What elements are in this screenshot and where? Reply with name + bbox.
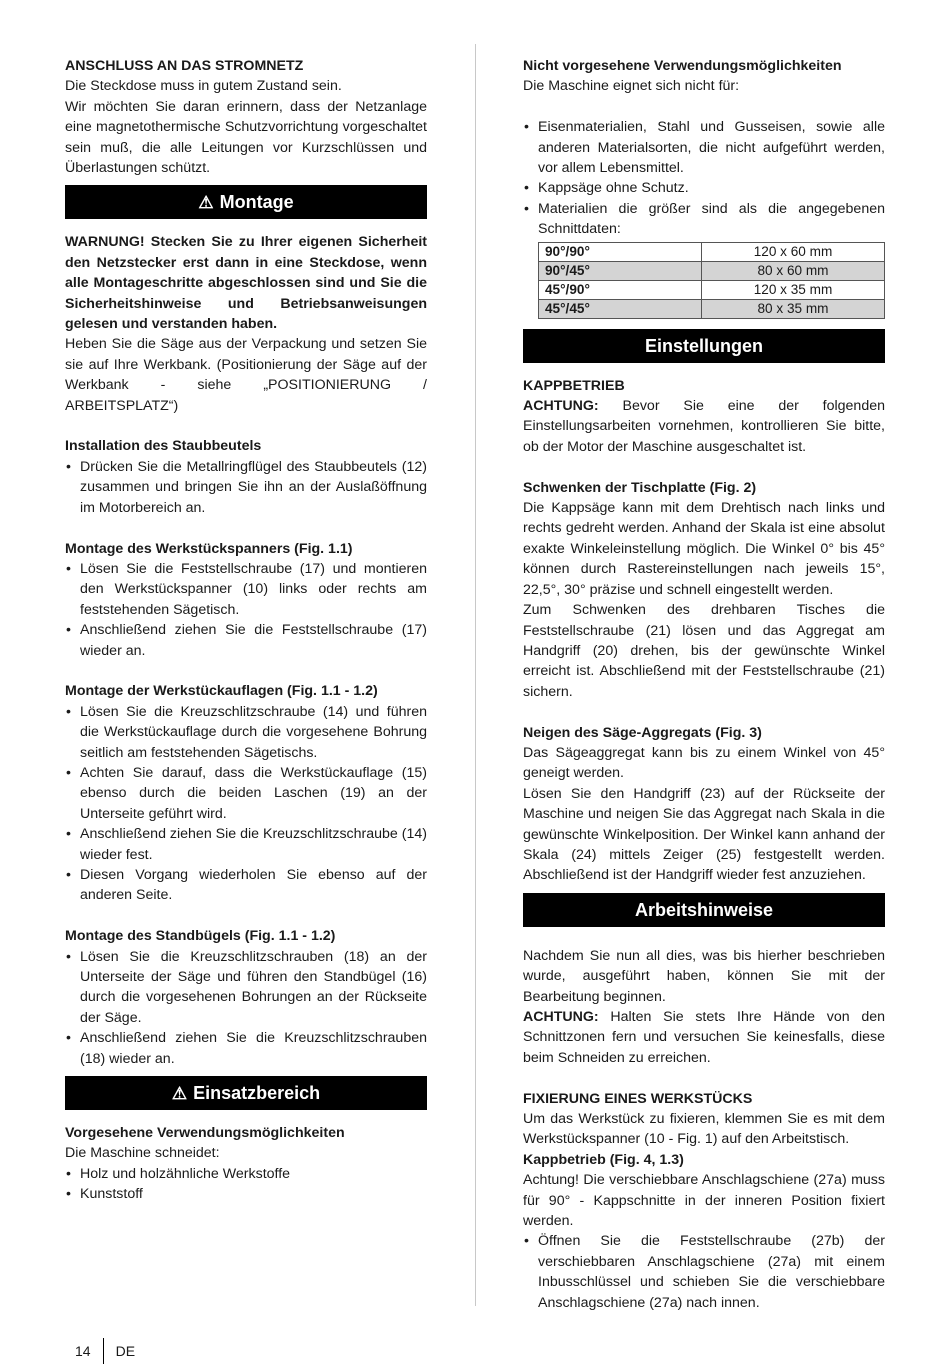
list-item: • Kunststoff — [65, 1184, 427, 1204]
table-row — [539, 280, 885, 299]
list-item: • Eisenmaterialien, Stahl und Gusseisen, sowie alle anderen Materialsorten, die nicht aufgeführt werden, vor allem Lebensmittel. — [523, 117, 885, 178]
tilt-heading: Schwenken der Tischplatte (Fig. 2) — [523, 479, 757, 496]
table-row — [539, 299, 885, 318]
cutting-capacity-table — [538, 242, 885, 319]
intended-use-paragraph: Die Maschine schneidet: — [65, 1145, 220, 1162]
list-item: • Anschließend ziehen Sie die Kreuzschlitzschrauben (18) wieder an. — [65, 1028, 427, 1069]
power-paragraph-1: Die Steckdose muss in gutem Zustand sein. — [65, 78, 342, 95]
fixing-heading: FIXIERUNG EINES WERKSTÜCKS — [523, 1090, 753, 1107]
not-intended-paragraph: Die Maschine eignet sich nicht für: — [523, 78, 740, 95]
einsatzbereich-banner: ⚠ Einsatzbereich — [65, 1076, 427, 1110]
montage-banner: ⚠ Montage — [65, 185, 427, 219]
warning-icon: ⚠ — [171, 1084, 188, 1104]
list-item: • Anschließend ziehen Sie die Feststellschraube (17) wieder an. — [65, 620, 427, 661]
support-list — [65, 702, 427, 906]
language-code: DE — [115, 1343, 136, 1359]
right-column — [523, 56, 885, 1313]
achtung-paragraph-2: ACHTUNG: Halten Sie stets Ihre Hände von den Schnittzonen fern und versuchen Sie keinesfalls, diese beim Schneiden zu erreichen. — [523, 1008, 885, 1066]
work-paragraph-1: Nachdem Sie nun all dies, was bis hierher beschrieben wurde, ausgeführt haben, können Sie mit der Bearbeitung beginnen. — [523, 947, 885, 1005]
list-item: • Diesen Vorgang wiederholen Sie ebenso auf der anderen Seite. — [65, 865, 427, 906]
arbeitshinweise-banner: Arbeitshinweise — [523, 893, 885, 927]
list-item: • Kappsäge ohne Schutz. — [523, 178, 885, 198]
table-cell-size: 120 x 60 mm — [702, 242, 885, 261]
clamp-heading: Montage des Werkstückspanners (Fig. 1.1) — [65, 540, 353, 557]
list-item: • Lösen Sie die Kreuzschlitzschraube (14) und führen die Werkstückauflage durch die vorgesehene Bohrung seitlich am feststehenden Sägetischs. — [65, 702, 427, 763]
einstellungen-banner: Einstellungen — [523, 329, 885, 363]
left-column — [65, 56, 427, 1205]
kappbetrieb-fig-heading: Kappbetrieb (Fig. 4, 1.3) — [523, 1151, 684, 1168]
stand-list — [65, 947, 427, 1069]
list-item: • Drücken Sie die Metallringflügel des Staubbeutels (12) zusammen und bringen Sie ihn an der Auslaßöffnung im Motorbereich an. — [65, 457, 427, 518]
warning-paragraph: WARNUNG! Stecken Sie zu Ihrer eigenen Sicherheit den Netzstecker erst dann in eine Steckdose, wenn alle Montageschritte abgeschlossen sind und Sie die Sicherheitshinweise und Betriebsanweisungen gelesen und verstanden haben. — [65, 234, 427, 333]
kappbetrieb-heading: KAPPBETRIEB — [523, 377, 625, 394]
clamp-list — [65, 559, 427, 661]
footer-separator — [103, 1338, 104, 1364]
incline-paragraph-1: Das Sägeaggregat kann bis zu einem Winkel von 45° geneigt werden. — [523, 744, 885, 782]
list-item: • Lösen Sie die Kreuzschlitzschrauben (18) an der Unterseite der Säge und führen den Standbügel (16) durch die vorgesehenen Bohrungen an der Rückseite der Säge. — [65, 947, 427, 1029]
table-cell-size: 80 x 60 mm — [702, 261, 885, 280]
list-item: • Achten Sie darauf, dass die Werkstückauflage (15) ebenso durch die beiden Laschen (19) an der Unterseite geführt wird. — [65, 763, 427, 824]
tilt-paragraph-1: Die Kappsäge kann mit dem Drehtisch nach links und rechts gedreht werden. Anhand der Skala ist eine absolut exakte Winkeleinstellung möglich. Die Winkel 0° bis 45° können durch Rastereinstellungen nach jeweils 15°, 22,5°, 30° präzise und schnell eingestellt werden. — [523, 500, 885, 598]
dust-bag-heading: Installation des Staubbeutels — [65, 438, 262, 455]
list-item: • Holz und holzähnliche Werkstoffe — [65, 1164, 427, 1184]
page-number: 14 — [75, 1343, 91, 1359]
kappbetrieb-paragraph: Achtung! Die verschiebbare Anschlagschiene (27a) muss für 90° - Kappschnitte in der inneren Position fixiert werden. — [523, 1172, 885, 1230]
power-paragraph-2: Wir möchten Sie daran erinnern, dass der Netzanlage eine magnetothermische Schutzvorrichtung vorgeschaltet sein muß, die alle Leitungen vor Kurzschlüssen und Überlastungen schützt. — [65, 98, 427, 177]
page-footer — [75, 1338, 135, 1364]
not-intended-heading: Nicht vorgesehene Verwendungsmöglichkeiten — [523, 58, 842, 74]
list-item: • Lösen Sie die Feststellschraube (17) und montieren den Werkstückspanner (10) links oder rechts am feststehenden Sägetisch. — [65, 559, 427, 620]
kappbetrieb-list — [523, 1231, 885, 1313]
support-heading: Montage der Werkstückauflagen (Fig. 1.1 - 1.2) — [65, 683, 378, 700]
list-item: • Materialien die größer sind als die angegebenen Schnittdaten: — [523, 199, 885, 240]
table-cell-angle: 90°/90° — [539, 242, 702, 261]
spec-table-wrapper — [523, 242, 885, 319]
unpack-paragraph: Heben Sie die Säge aus der Verpackung und setzen Sie sie auf Ihre Werkbank. (Positionierung der Säge auf der Werkbank - siehe „POSITIONIERUNG / ARBEITSPLATZ“) — [65, 336, 427, 414]
tilt-paragraph-2: Zum Schwenken des drehbaren Tisches die Feststellschraube (21) lösen und das Aggregat am Handgriff (20) drehen, bis der gewünschte Winkel erreicht ist. Abschließend mit der Feststellschraube (21) sichern. — [523, 602, 885, 700]
not-intended-list — [523, 117, 885, 239]
table-row — [539, 242, 885, 261]
table-cell-angle: 90°/45° — [539, 261, 702, 280]
warning-icon: ⚠ — [198, 193, 214, 213]
table-row — [539, 261, 885, 280]
power-heading: ANSCHLUSS AN DAS STROMNETZ — [65, 58, 304, 74]
column-divider — [475, 44, 476, 1306]
intended-use-list — [65, 1164, 427, 1205]
table-cell-angle: 45°/45° — [539, 299, 702, 318]
achtung-paragraph-1: ACHTUNG: Bevor Sie eine der folgenden Einstellungsarbeiten vornehmen, kontrollieren Sie bitte, ob der Motor der Maschine ausgeschaltet ist. — [523, 398, 885, 455]
incline-paragraph-2: Lösen Sie den Handgriff (23) auf der Rückseite der Maschine und neigen Sie das Aggregat nach Skala in die gewünschte Winkelposition. Der Winkel kann anhand der Skala (24) mittels Zeiger (25) festgestellt werden. Abschließend ist der Handgriff wieder fest anzuziehen. — [523, 785, 885, 884]
list-item: • Anschließend ziehen Sie die Kreuzschlitzschraube (14) wieder fest. — [65, 824, 427, 865]
table-cell-size: 120 x 35 mm — [702, 280, 885, 299]
list-item: • Öffnen Sie die Feststellschraube (27b) der verschiebbaren Anschlagschiene (27a) mit einem Inbusschlüssel und schieben Sie die verschiebbare Anschlagschiene (27a) nach innen. — [523, 1231, 885, 1313]
table-cell-angle: 45°/90° — [539, 280, 702, 299]
intended-use-heading: Vorgesehene Verwendungsmöglichkeiten — [65, 1125, 345, 1142]
dust-bag-list — [65, 457, 427, 518]
table-cell-size: 80 x 35 mm — [702, 299, 885, 318]
stand-heading: Montage des Standbügels (Fig. 1.1 - 1.2) — [65, 928, 336, 945]
fixing-paragraph: Um das Werkstück zu fixieren, klemmen Sie es mit dem Werkstückspanner (10 - Fig. 1) auf den Arbeitstisch. — [523, 1111, 885, 1148]
incline-heading: Neigen des Säge-Aggregats (Fig. 3) — [523, 724, 762, 741]
